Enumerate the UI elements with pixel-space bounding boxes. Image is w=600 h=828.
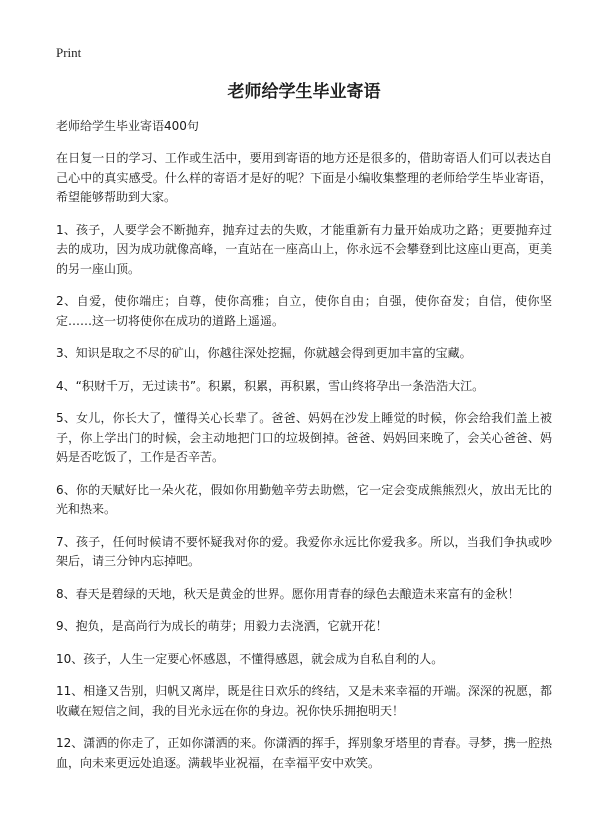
paragraph-1: 1、孩子，人要学会不断抛弃，抛弃过去的失败，才能重新有力量开始成功之路；更要抛弃过去的成功，因为成功就像高峰，一直站在一座高山上，你永远不会攀登到比这座山更高，更美的另一座山顶。: [56, 222, 552, 276]
paragraph-9: 9、抱负，是高尚行为成长的萌芽；用毅力去浇洒，它就开花！: [56, 619, 388, 633]
print-link[interactable]: Print: [56, 45, 82, 60]
paragraph-2: 2、自爱，使你端庄；自尊，使你高雅；自立，使你自由；自强，使你奋发；自信，使你坚定……这一切将使你在成功的道路上遥遥。: [56, 294, 552, 328]
subtitle: 老师给学生毕业寄语400句: [56, 119, 199, 133]
paragraph-12: 12、潇洒的你走了，正如你潇洒的来。你潇洒的挥手，挥别象牙塔里的青春。寻梦，携一腔热血，向未来更远处追逐。满载毕业祝福，在幸福平安中欢笑。: [56, 736, 552, 770]
paragraph-10: 10、孩子，人生一定要心怀感恩，不懂得感恩，就会成为自私自利的人。: [56, 651, 444, 666]
intro-paragraph: 在日复一日的学习、工作或生活中，要用到寄语的地方还是很多的，借助寄语人们可以表达自己心中的真实感受。什么样的寄语才是好的呢？下面是小编收集整理的老师给学生毕业寄语，希望能够帮助到大家。: [56, 151, 552, 204]
paragraph-11: 11、相逢又告别，归帆又离岸，既是往日欢乐的终结，又是未来幸福的开端。深深的祝愿，都收藏在短信之间，我的目光永远在你的身边。祝你快乐拥抱明天！: [56, 684, 552, 718]
paragraph-6: 6、你的天赋好比一朵火花，假如你用勤勉辛劳去助燃，它一定会变成熊熊烈火，放出无比的光和热来。: [56, 482, 552, 516]
document-body: [56, 80, 552, 786]
paragraph-5: 5、女儿，你长大了，懂得关心长辈了。爸爸、妈妈在沙发上睡觉的时候，你会给我们盖上被子，你上学出门的时候，会主动地把门口的垃圾倒掉。爸爸、妈妈回来晚了，会关心爸爸、妈妈是否吃饭了，工作是否辛苦。: [56, 411, 552, 464]
paragraph-3: 3、知识是取之不尽的矿山，你越往深处挖掘，你就越会得到更加丰富的宝藏。: [56, 346, 472, 360]
page-title: 老师给学生毕业寄语: [227, 82, 381, 102]
paragraph-4: 4、“积财千万，无过读书”。积累，积累，再积累，雪山终将孕出一条浩浩大江。: [56, 378, 485, 393]
paragraph-8: 8、春天是碧绿的天地，秋天是黄金的世界。愿你用青春的绿色去酿造未来富有的金秋！: [56, 586, 520, 601]
paragraph-7: 7、孩子，任何时候请不要怀疑我对你的爱。我爱你永远比你爱我多。所以，当我们争执或吵架后，请三分钟内忘掉吧。: [56, 534, 552, 568]
